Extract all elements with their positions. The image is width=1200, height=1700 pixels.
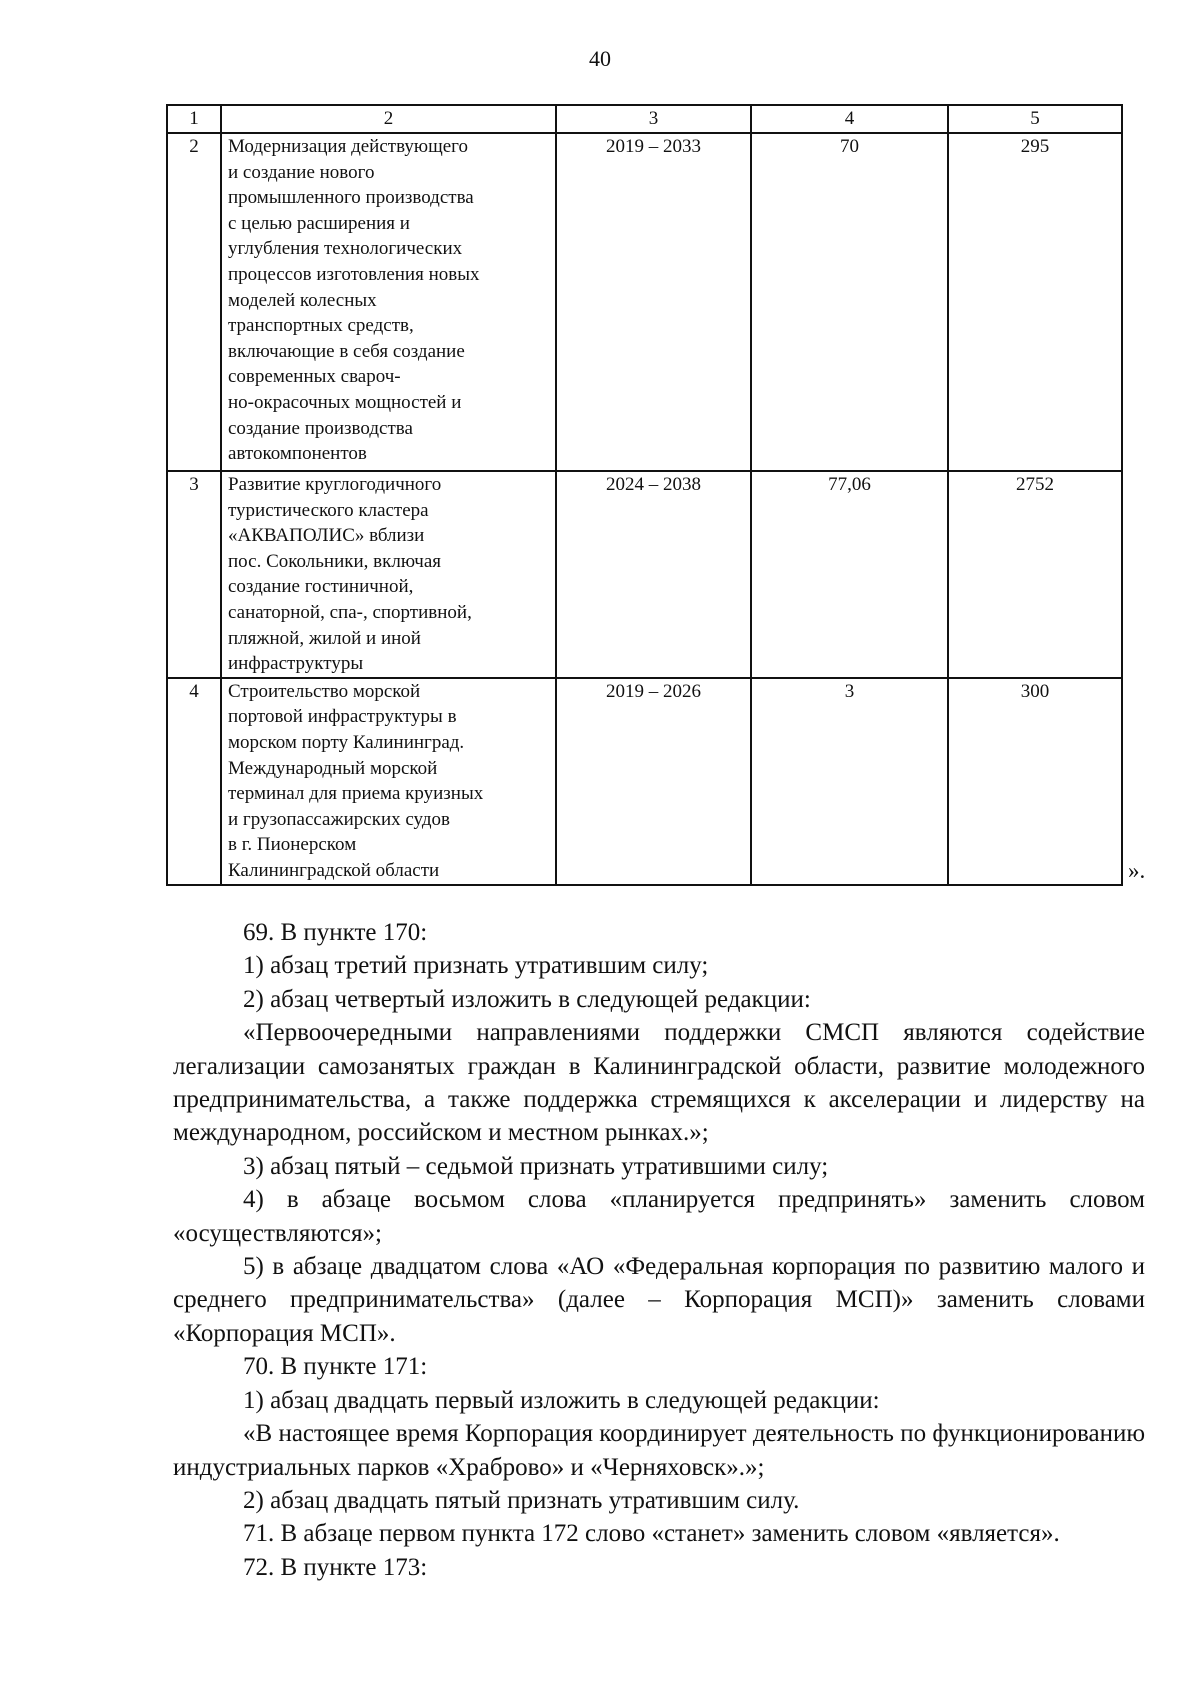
project-name-line: создание производства: [228, 417, 413, 439]
project-name-line: туристического кластера: [228, 499, 429, 521]
project-name-line: терминал для приема круизных: [228, 783, 484, 805]
project-name-line: морском порту Калининград.: [228, 731, 465, 753]
column-5-value: 2752: [948, 471, 1122, 678]
paragraph: 1) абзац третий признать утратившим силу;: [243, 952, 709, 980]
document-body: [173, 916, 1145, 1584]
project-name-line: и грузопассажирских судов: [228, 808, 450, 830]
paragraph: 70. В пункте 171:: [243, 1353, 428, 1381]
project-name-line: портовой инфраструктуры в: [228, 706, 457, 728]
project-name-line: Калининградской области: [228, 859, 440, 881]
project-name-line: и создание нового: [228, 161, 375, 183]
table-header-cell: 3: [556, 105, 751, 133]
project-name: [221, 471, 556, 678]
paragraph: 3) абзац пятый – седьмой признать утратившими силу;: [243, 1152, 829, 1180]
closing-quote-mark: ».: [1128, 858, 1146, 883]
row-number: 2: [167, 133, 221, 471]
paragraph: 2) абзац четвертый изложить в следующей редакции:: [243, 985, 811, 1013]
project-name-line: в г. Пионерском: [228, 834, 357, 856]
project-name-line: современных свароч-: [228, 366, 401, 388]
column-4-value: 70: [751, 133, 948, 471]
project-name-line: Строительство морской: [228, 680, 421, 702]
project-name-line: включающие в себя создание: [228, 340, 465, 362]
paragraph: 72. В пункте 173:: [243, 1553, 428, 1581]
paragraph: 4) в абзаце восьмом слова «планируется предпринять» заменить словом «осуществляются»;: [173, 1186, 1145, 1247]
column-5-value: 295: [948, 133, 1122, 471]
column-4-value: 3: [751, 678, 948, 885]
project-period: 2019 – 2026: [556, 678, 751, 885]
project-name-line: создание гостиничной,: [228, 576, 414, 598]
table-header-cell: 1: [167, 105, 221, 133]
column-5-value: 300: [948, 678, 1122, 885]
project-name-line: углубления технологических: [228, 238, 463, 260]
project-name-line: Международный морской: [228, 757, 438, 779]
project-name-line: автокомпонентов: [228, 443, 367, 465]
project-name-line: процессов изготовления новых: [228, 263, 480, 285]
project-name-line: промышленного производства: [228, 187, 474, 209]
project-name-line: инфраструктуры: [228, 653, 364, 675]
project-period: 2019 – 2033: [556, 133, 751, 471]
project-name-line: транспортных средств,: [228, 315, 414, 337]
table-row: [167, 471, 1122, 678]
project-name-line: Развитие круглогодичного: [228, 474, 442, 495]
paragraph: 1) абзац двадцать первый изложить в следующей редакции:: [243, 1386, 880, 1414]
table-header-cell: 4: [751, 105, 948, 133]
project-name-line: санаторной, спа-, спортивной,: [228, 601, 472, 623]
table-row: [167, 678, 1122, 885]
project-name-line: пляжной, жилой и иной: [228, 627, 421, 649]
row-number: 3: [167, 471, 221, 678]
data-table: [166, 104, 1123, 886]
table-header-row: [167, 105, 1122, 133]
table-row: [167, 133, 1122, 471]
paragraph: «Первоочередными направлениями поддержки СМСП являются содействие легализации самозанятых граждан в Калининградской области, развитие молодежного предпринимательства, а также поддержка стремящихся к акселерации и лидерству на международном, российском и местном рынках.»;: [173, 1019, 1145, 1147]
project-name-line: но-окрасочных мощностей и: [228, 391, 462, 413]
paragraph: «В настоящее время Корпорация координирует деятельность по функционированию индустриальных парков «Храброво» и «Черняховск».»;: [173, 1420, 1145, 1481]
project-name-line: пос. Сокольники, включая: [228, 550, 442, 572]
row-number: 4: [167, 678, 221, 885]
paragraph: 2) абзац двадцать пятый признать утратившим силу.: [243, 1486, 800, 1514]
paragraph: 71. В абзаце первом пункта 172 слово «станет» заменить словом «является».: [243, 1520, 1060, 1548]
project-name-line: с целью расширения и: [228, 212, 410, 234]
project-name-line: «АКВАПОЛИС» вблизи: [228, 525, 425, 547]
project-name-line: моделей колесных: [228, 289, 377, 311]
project-period: 2024 – 2038: [556, 471, 751, 678]
table-header-cell: 5: [948, 105, 1122, 133]
project-name: [221, 133, 556, 471]
paragraph: 69. В пункте 170:: [243, 919, 428, 946]
page-number: 40: [589, 46, 611, 71]
project-name: [221, 678, 556, 885]
project-name-line: Модернизация действующего: [228, 136, 468, 157]
table-header-cell: 2: [221, 105, 556, 133]
paragraph: 5) в абзаце двадцатом слова «АО «Федеральная корпорация по развитию малого и среднего предпринимательства» (далее – Корпорация МСП)» заменить словами «Корпорация МСП».: [173, 1253, 1145, 1347]
column-4-value: 77,06: [751, 471, 948, 678]
